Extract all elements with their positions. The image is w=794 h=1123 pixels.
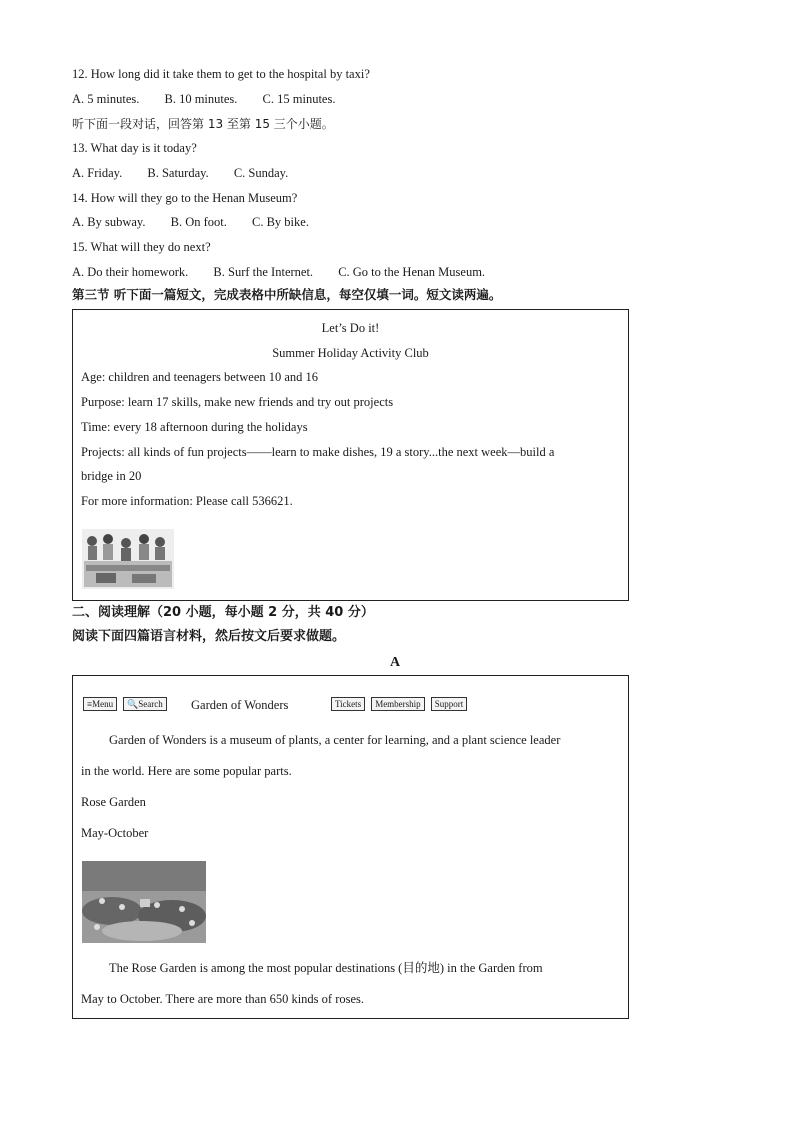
nav-right xyxy=(331,694,469,712)
section-3-heading: 第三节 听下面一篇短文，完成表格中所缺信息，每空仅填一词。短文读两遍。 xyxy=(72,287,502,302)
garden-of-wonders-box xyxy=(72,675,629,1019)
activity-club-box xyxy=(72,309,629,601)
question-12: 12. How long did it take them to get to the hospital by taxi? xyxy=(72,67,370,81)
passage-letter: A xyxy=(390,655,401,670)
club-time: Time: every 18 afternoon during the holidays xyxy=(81,420,308,434)
menu-button[interactable]: ≡Menu xyxy=(83,697,117,711)
club-subtitle: Summer Holiday Activity Club xyxy=(272,346,429,360)
question-15-options xyxy=(72,264,507,280)
question-15: 15. What will they do next? xyxy=(72,240,211,254)
option-a: A. Do their homework. xyxy=(72,265,189,279)
question-13: 13. What day is it today? xyxy=(72,141,197,155)
club-purpose: Purpose: learn 17 skills, make new friends and try out projects xyxy=(81,395,394,409)
intro-line-1: Garden of Wonders is a museum of plants, a center for learning, and a plant science leader xyxy=(109,733,561,747)
question-14: 14. How will they go to the Henan Museum? xyxy=(72,191,298,205)
rose-garden-photo xyxy=(82,861,206,943)
site-title: Garden of Wonders xyxy=(191,698,289,712)
option-c: C. Go to the Henan Museum. xyxy=(338,265,486,279)
option-c: C. Sunday. xyxy=(233,166,289,180)
membership-button[interactable]: Membership xyxy=(371,697,425,711)
children-photo xyxy=(82,529,174,589)
option-b: B. Saturday. xyxy=(147,166,209,180)
question-14-options xyxy=(72,214,331,230)
club-info: For more information: Please call 536621. xyxy=(81,494,293,508)
question-13-options xyxy=(72,165,310,181)
reading-heading: 二、阅读理解（20 小题，每小题 2 分，共 40 分） xyxy=(72,605,374,620)
intro-line-2: in the world. Here are some popular parts. xyxy=(81,764,292,778)
option-b: B. 10 minutes. xyxy=(164,92,238,106)
club-age: Age: children and teenagers between 10 and 16 xyxy=(81,370,319,384)
option-a: A. 5 minutes. xyxy=(72,92,140,106)
option-a: A. By subway. xyxy=(72,215,146,229)
option-a: A. Friday. xyxy=(72,166,123,180)
reading-instruction: 阅读下面四篇语言材料，然后按文后要求做题。 xyxy=(72,629,346,644)
option-c: C. By bike. xyxy=(252,215,309,229)
dialogue-instruction: 听下面一段对话，回答第 13 至第 15 三个小题。 xyxy=(72,117,334,131)
search-button[interactable]: 🔍Search xyxy=(123,697,167,711)
tickets-button[interactable]: Tickets xyxy=(331,697,365,711)
option-b: B. Surf the Internet. xyxy=(213,265,314,279)
club-projects-line-2: bridge in 20 xyxy=(81,469,142,483)
rose-desc-line-2: May to October. There are more than 650 kinds of roses. xyxy=(81,992,365,1006)
part-name: Rose Garden xyxy=(81,795,146,809)
part-months: May-October xyxy=(81,826,149,840)
support-button[interactable]: Support xyxy=(431,697,468,711)
rose-desc-line-1: The Rose Garden is among the most popular destinations (目的地) in the Garden from xyxy=(109,961,543,975)
option-b: B. On foot. xyxy=(170,215,227,229)
option-c: C. 15 minutes. xyxy=(262,92,336,106)
nav-left xyxy=(83,694,169,712)
club-projects-line-1: Projects: all kinds of fun projects——learn to make dishes, 19 a story...the next week—build a xyxy=(81,445,555,459)
club-title: Let’s Do it! xyxy=(321,321,380,335)
question-12-options xyxy=(72,91,357,107)
